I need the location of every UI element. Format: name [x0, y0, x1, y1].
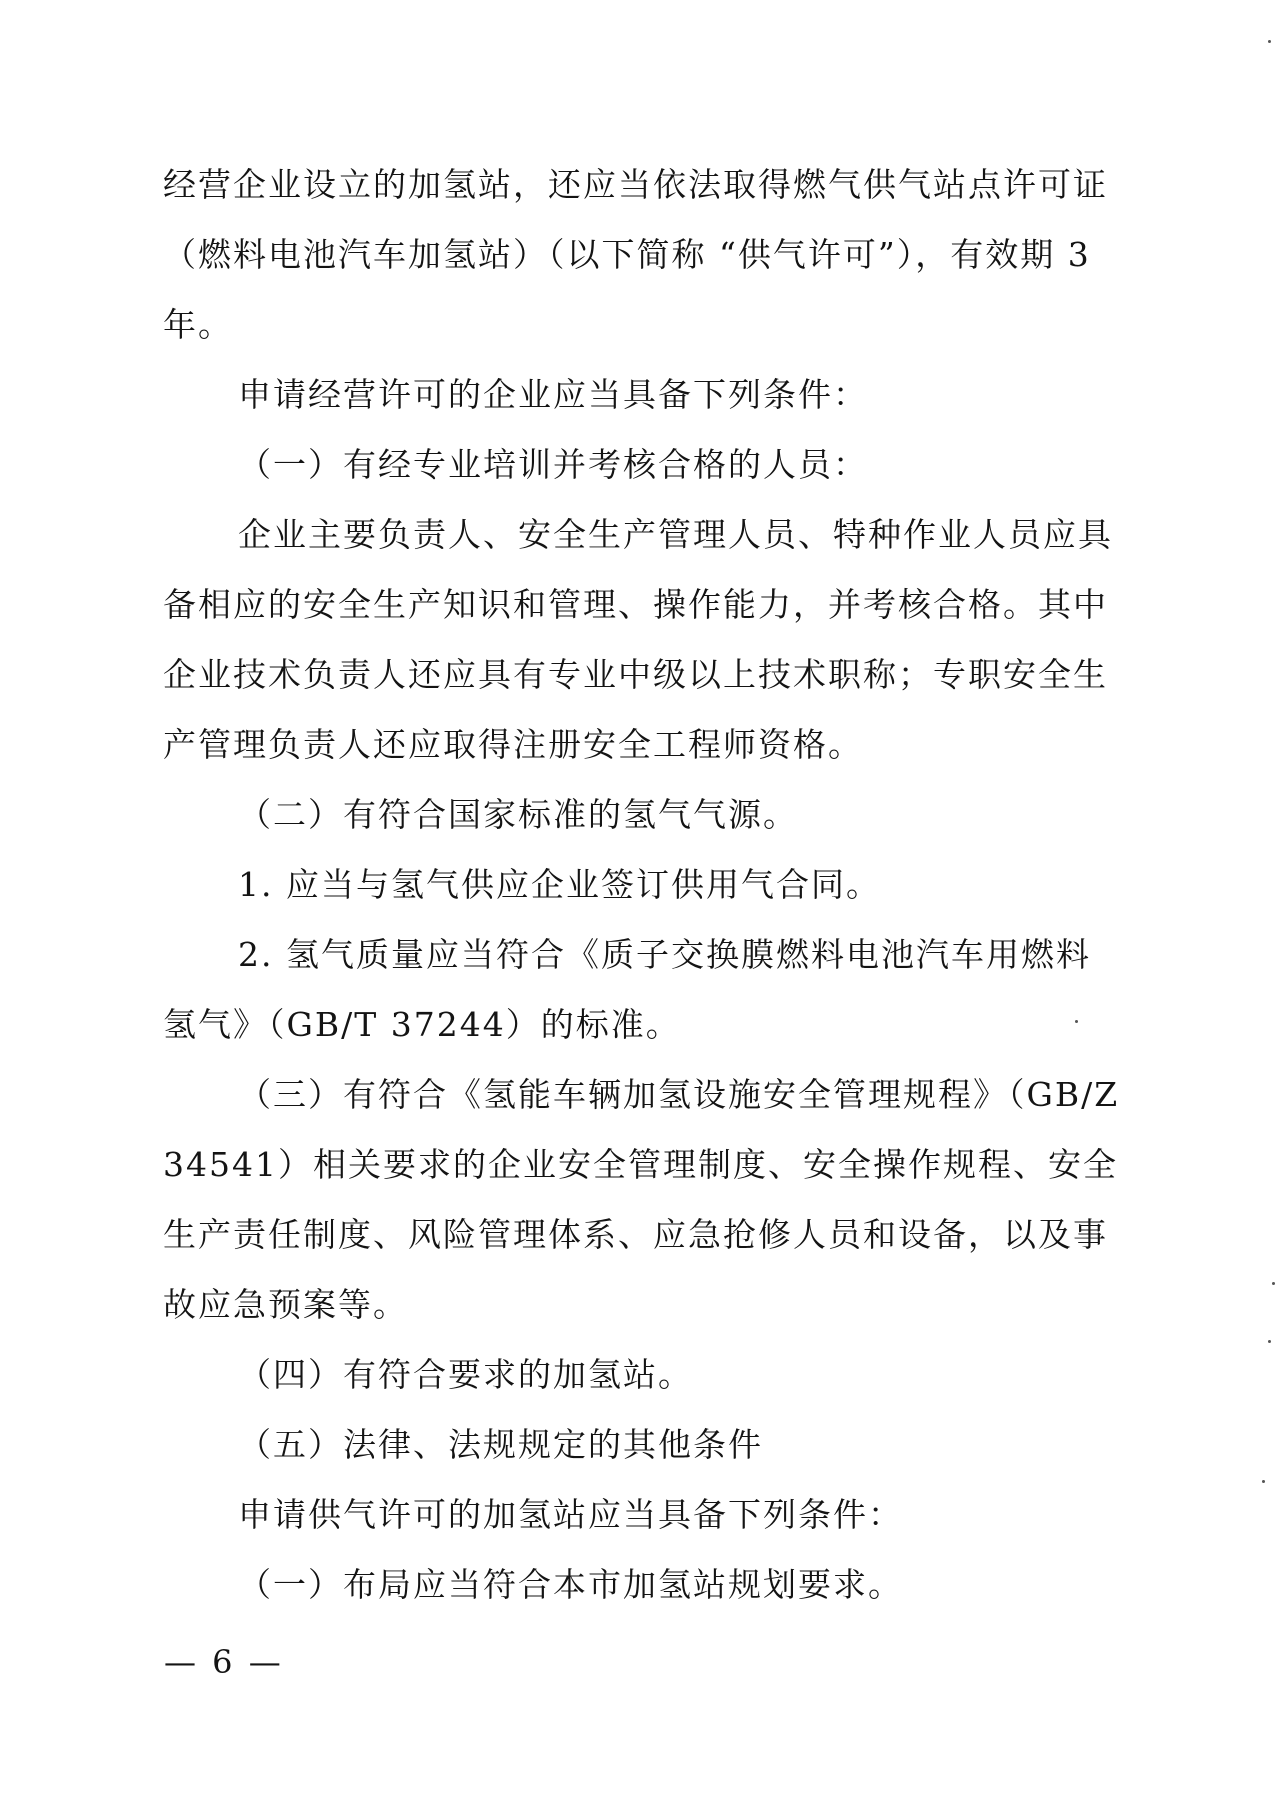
section-heading-2: （二）有符合国家标准的氢气气源。: [238, 795, 798, 834]
body-line-6: 企业主要负责人、安全生产管理人员、特种作业人员应具: [238, 515, 1113, 554]
scan-speck: [1075, 1020, 1078, 1023]
section-heading-5: （五）法律、法规规定的其他条件: [238, 1425, 763, 1464]
scan-speck: [1268, 40, 1271, 43]
body-line-15: 34541）相关要求的企业安全管理制度、安全操作规程、安全: [163, 1145, 1118, 1184]
body-line-1: 经营企业设立的加氢站，还应当依法取得燃气供气站点许可证: [163, 165, 1108, 204]
section-heading-4: （四）有符合要求的加氢站。: [238, 1355, 693, 1394]
body-line-2: （燃料电池汽车加氢站）（以下简称 “供气许可”），有效期 3: [163, 235, 1091, 274]
body-line-8: 企业技术负责人还应具有专业中级以上技术职称；专职安全生: [163, 655, 1108, 694]
body-line-3: 年。: [163, 305, 233, 344]
scan-speck: [1262, 1480, 1265, 1483]
body-line-16: 生产责任制度、风险管理体系、应急抢修人员和设备，以及事: [163, 1215, 1108, 1254]
list-item-2: 2. 氢气质量应当符合《质子交换膜燃料电池汽车用燃料: [238, 935, 1091, 974]
section-heading-1: （一）有经专业培训并考核合格的人员：: [238, 445, 868, 484]
section-heading-3: （三）有符合《氢能车辆加氢设施安全管理规程》（GB/Z: [238, 1075, 1120, 1114]
body-line-20: 申请供气许可的加氢站应当具备下列条件：: [238, 1495, 903, 1534]
body-line-4: 申请经营许可的企业应当具备下列条件：: [238, 375, 868, 414]
scan-speck: [1272, 1282, 1275, 1285]
section-heading-6: （一）布局应当符合本市加氢站规划要求。: [238, 1565, 903, 1604]
body-line-9: 产管理负责人还应取得注册安全工程师资格。: [163, 725, 863, 764]
list-item-2-cont: 氢气》（GB/T 37244）的标准。: [163, 1005, 681, 1044]
scan-speck: [1268, 1340, 1271, 1343]
body-line-7: 备相应的安全生产知识和管理、操作能力，并考核合格。其中: [163, 585, 1108, 624]
body-line-17: 故应急预案等。: [163, 1285, 408, 1324]
list-item-1: 1. 应当与氢气供应企业签订供用气合同。: [238, 865, 881, 904]
page-number: — 6 —: [164, 1643, 284, 1681]
